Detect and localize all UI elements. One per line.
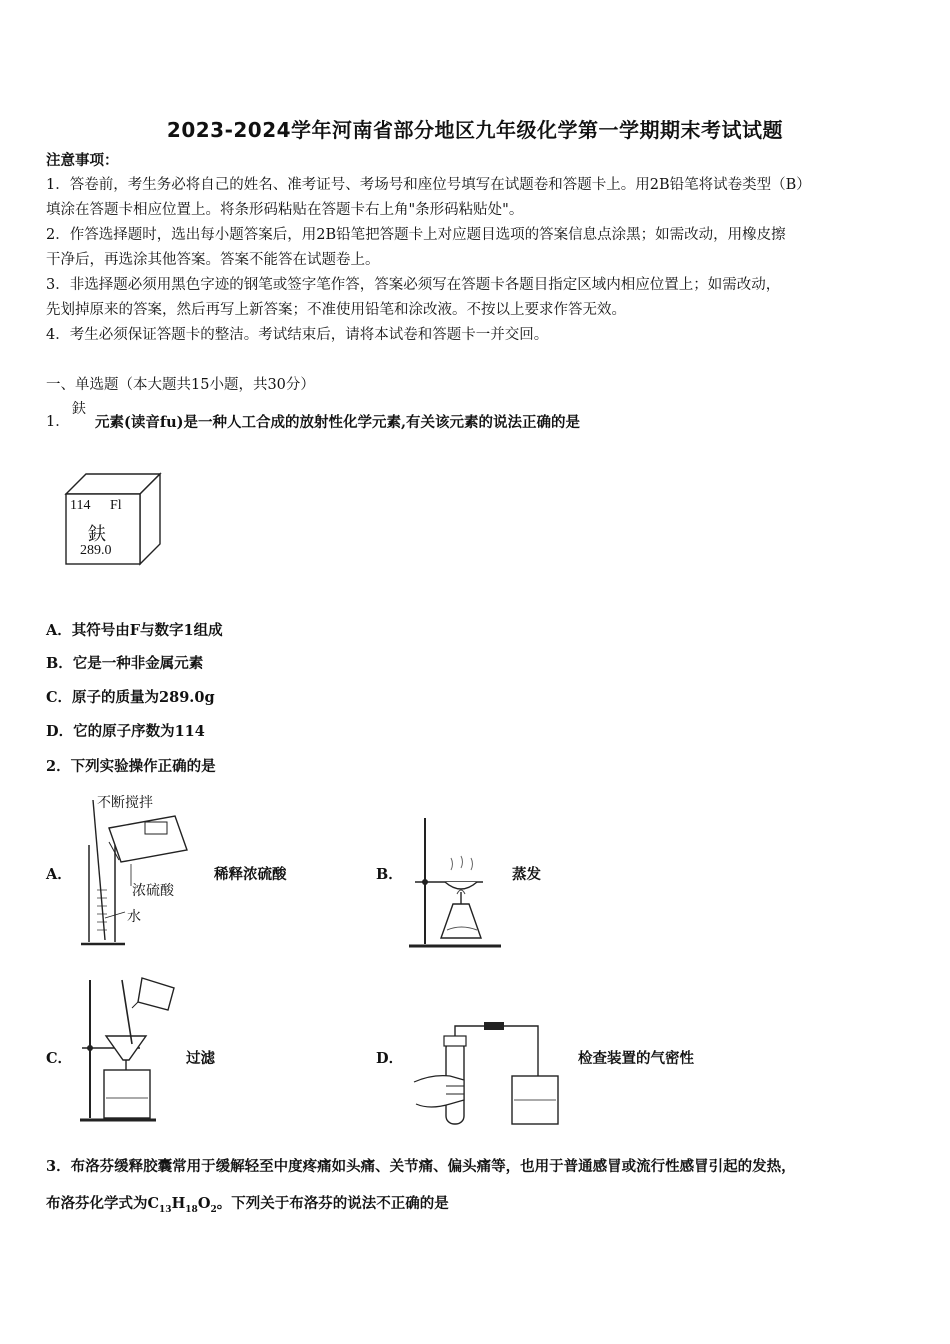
notice-line: 4．考生必须保证答题卡的整洁。考试结束后，请将本试卷和答题卡一并交回。 <box>46 327 549 343</box>
notice-heading: 注意事项： <box>46 152 119 169</box>
element-tile <box>62 468 162 568</box>
label-acid: 浓硫酸 <box>132 883 174 899</box>
q2-option-c-caption: 过滤 <box>186 1050 215 1067</box>
formula-c-subscript: 13 <box>159 1204 172 1215</box>
q1-option-d[interactable]: D．它的原子序数为114 <box>46 723 205 740</box>
notice-line: 干净后，再选涂其他答案。答案不能答在试题卷上。 <box>46 252 380 268</box>
notice-line: 2．作答选择题时，选出每小题答案后，用2B铅笔把答题卡上对应题目选项的答案信息点涂黑；如需改动，用橡皮擦 <box>46 227 786 243</box>
formula-h: H <box>171 1195 186 1212</box>
q2-option-d-caption: 检查装置的气密性 <box>578 1050 694 1067</box>
tile-symbol: Fl <box>110 498 122 513</box>
q2-option-a-caption: 稀释浓硫酸 <box>214 866 287 883</box>
q2-option-b-letter[interactable]: B． <box>376 866 403 883</box>
q1-option-a[interactable]: A．其符号由F与数字1组成 <box>46 622 223 639</box>
q1-option-b[interactable]: B．它是一种非金属元素 <box>46 655 204 672</box>
filtration-figure <box>76 974 186 1126</box>
q3-stem-line2 <box>46 1191 906 1223</box>
evaporation-figure <box>405 812 505 952</box>
q2-option-d-letter[interactable]: D． <box>376 1050 404 1067</box>
section-heading: 一、单选题（本大题共15小题，共30分） <box>46 377 315 393</box>
label-stir: 不断搅拌 <box>97 795 153 811</box>
q1-element-char: 鈇 <box>72 401 86 417</box>
q1-number: 1． <box>46 414 70 430</box>
formula-c: C <box>147 1195 160 1212</box>
q2-option-c-letter[interactable]: C． <box>46 1050 73 1067</box>
q2-option-a-letter[interactable]: A． <box>46 866 72 883</box>
q3-stem-line1: 3．布洛芬缓释胶囊常用于缓解轻至中度疼痛如头痛、关节痛、偏头痛等，也用于普通感冒或流行性感冒引起的发热， <box>46 1158 796 1175</box>
label-water: 水 <box>127 909 141 925</box>
q2-stem: 2．下列实验操作正确的是 <box>46 758 216 775</box>
tile-name: 鈇 <box>88 524 106 545</box>
airtight-check-figure <box>410 1016 570 1128</box>
dilution-figure <box>75 790 205 955</box>
notice-line: 先划掉原来的答案，然后再写上新答案；不准使用铅笔和涂改液。不按以上要求作答无效。 <box>46 302 626 318</box>
tile-atomic-number: 114 <box>70 498 91 513</box>
notice-line: 填涂在答题卡相应位置上。将条形码粘贴在答题卡右上角"条形码粘贴处"。 <box>46 202 524 218</box>
notice-line: 3．非选择题必须用黑色字迹的钢笔或签字笔作答，答案必须写在答题卡各题目指定区域内相应位置上；如需改动， <box>46 277 781 293</box>
q2-option-b-caption: 蒸发 <box>512 866 541 883</box>
q1-option-c[interactable]: C．原子的质量为289.0g <box>46 689 215 706</box>
formula-h-subscript: 18 <box>185 1204 198 1215</box>
formula-o-subscript: 2 <box>210 1204 217 1215</box>
page-title: 2023-2024学年河南省部分地区九年级化学第一学期期末考试试题 <box>166 118 784 142</box>
formula-o: O <box>197 1195 211 1212</box>
notice-line: 1．答卷前，考生务必将自己的姓名、准考证号、考场号和座位号填写在试题卷和答题卡上。用2B铅笔将试卷类型（B） <box>46 177 811 193</box>
q3-line2-pre: 布洛芬化学式为 <box>46 1195 148 1212</box>
q3-line2-post: 。下列关于布洛芬的说法不正确的是 <box>216 1195 449 1212</box>
q1-stem: 元素(读音fu)是一种人工合成的放射性化学元素,有关该元素的说法正确的是 <box>95 414 581 431</box>
tile-mass: 289.0 <box>80 543 112 558</box>
